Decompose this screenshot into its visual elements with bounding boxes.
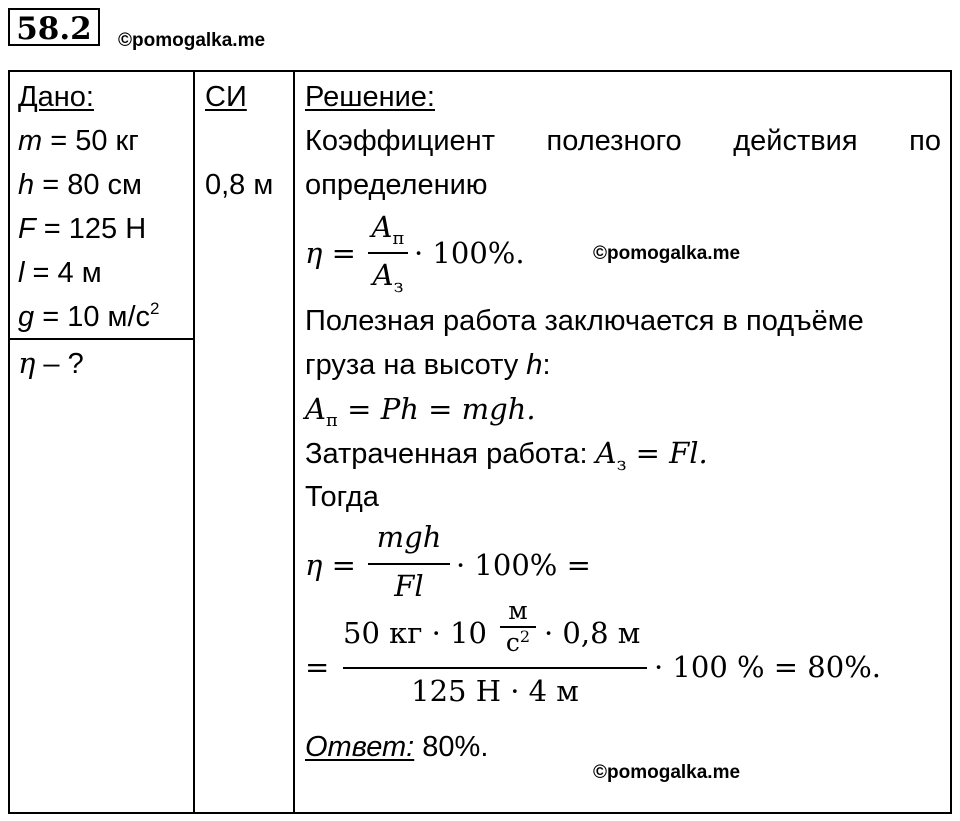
given-height: h = 80 см — [18, 169, 142, 201]
solution-heading: Решение: — [305, 81, 435, 113]
si-heading: СИ — [205, 81, 247, 113]
watermark-middle: ©pomogalka.me — [593, 243, 741, 264]
solution-line-3: Полезная работа заключается в подъёме — [305, 305, 864, 337]
useful-work-formula: $A_п = Ph$ = mgh. — [305, 392, 536, 431]
solution-line-4: груза на высоту h: — [305, 349, 551, 381]
watermark-top: ©pomogalka.me — [118, 30, 266, 51]
solution-line-1: Коэффициент полезного действия по — [305, 125, 941, 157]
given-force: F = 125 Н — [18, 213, 147, 245]
spent-work-line: Затраченная работа: $A_з = Fl$. — [305, 436, 708, 475]
watermark-bottom: ©pomogalka.me — [593, 762, 741, 783]
given-length: l = 4 м — [18, 257, 102, 289]
given-mass: m = 50 кг — [18, 125, 139, 157]
given-gravity: g = 10 $м/с^2$ — [18, 299, 160, 333]
si-height-value: 0,8 м — [205, 169, 274, 201]
then-text: Тогда — [305, 481, 379, 513]
solution-line-2: определению — [305, 169, 488, 201]
problem-number: 58.2 — [8, 8, 100, 46]
given-heading: Дано: — [18, 81, 94, 113]
find-efficiency: η – ? — [18, 346, 84, 380]
answer-line: Ответ: 80%. — [305, 731, 489, 763]
